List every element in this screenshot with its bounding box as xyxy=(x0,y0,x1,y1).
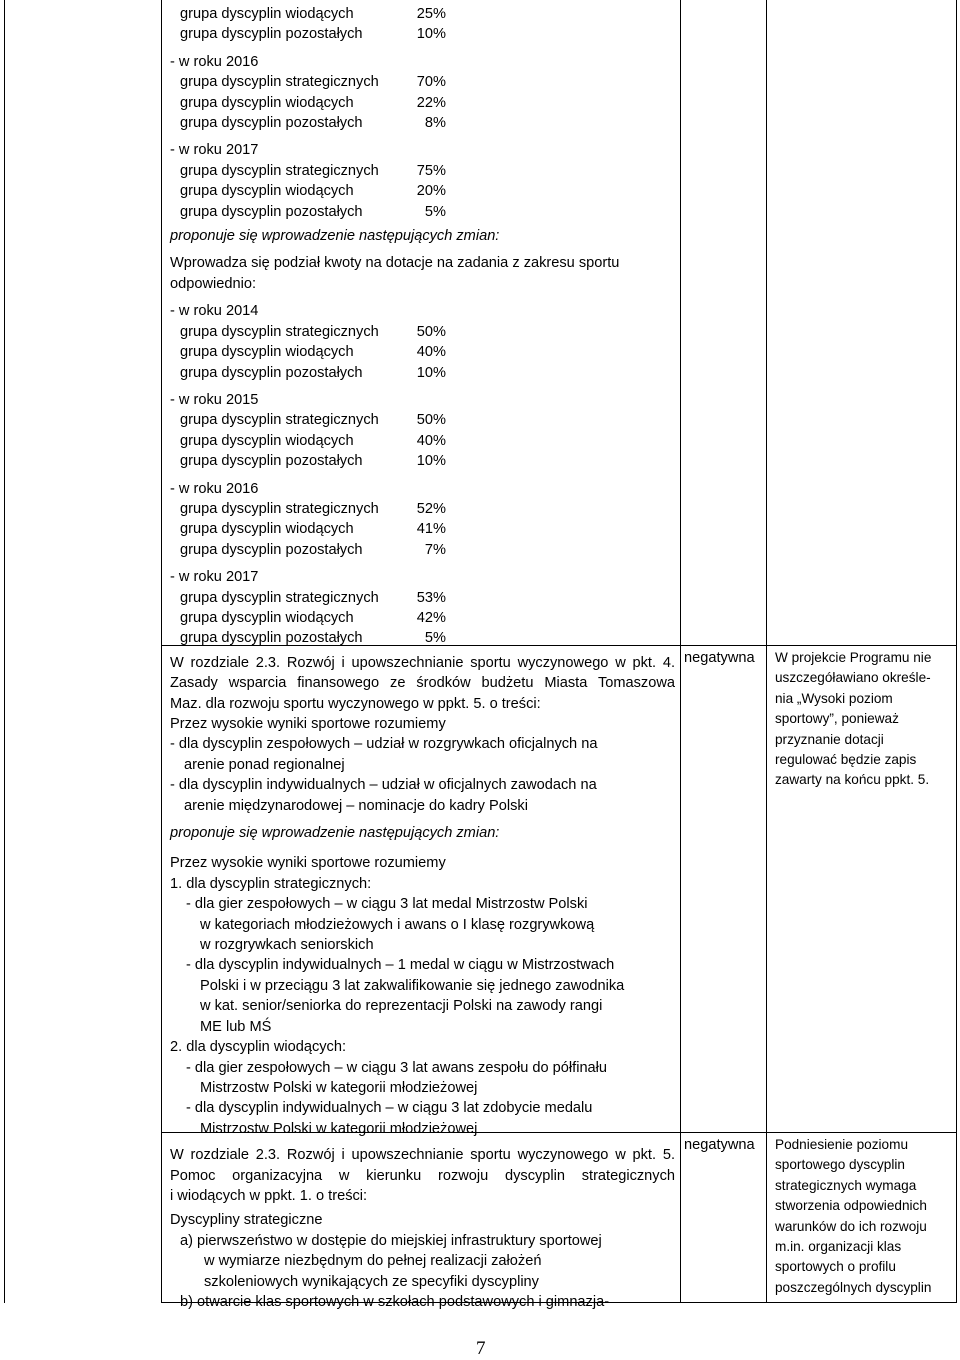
percent-row: grupa dyscyplin strategicznych 70% xyxy=(180,74,446,91)
section-text: - dla dyscyplin indywidualnych – udział w oficjalnych zawodach na xyxy=(170,777,597,794)
opinion-cell xyxy=(684,1135,764,1155)
section-text: Pomoc organizacyjna w kierunku rozwoju dyscyplin strategicznych xyxy=(170,1167,675,1184)
section-text: Polski i w przeciągu 3 lat zakwalifikowanie się jednego zawodnika xyxy=(200,977,625,994)
table-border-col2-right xyxy=(766,0,767,1303)
percent-row: grupa dyscyplin pozostałych 10% xyxy=(180,453,446,470)
section-text: - dla gier zespołowych – w ciągu 3 lat awans zespołu do półfinału xyxy=(186,1059,608,1076)
intro-text: Wprowadza się podział kwoty na dotacje na zadania z zakresu sportu xyxy=(170,255,620,272)
percent-row: grupa dyscyplin pozostałych 10% xyxy=(180,26,446,43)
percent-row: grupa dyscyplin wiodących 42% xyxy=(180,609,446,626)
year-heading: - w roku 2015 xyxy=(170,391,259,408)
page-number: 7 xyxy=(476,1338,486,1359)
section-text: W rozdziale 2.3. Rozwój i upowszechnianie sportu wyczynowego w pkt. 5. xyxy=(170,1147,675,1164)
percent-row: grupa dyscyplin strategicznych 53% xyxy=(180,589,446,606)
percent-row: grupa dyscyplin wiodących 40% xyxy=(180,344,446,361)
percent-row: grupa dyscyplin wiodących 25% xyxy=(180,6,446,22)
section-text: - dla gier zespołowych – w ciągu 3 lat medal Mistrzostw Polski xyxy=(186,896,588,913)
section-text: Maz. dla rozwoju sportu wyczynowego w ppkt. 5. o treści: xyxy=(170,695,541,712)
opinion-value: negatywna xyxy=(684,650,755,666)
percent-row: grupa dyscyplin pozostałych 5% xyxy=(180,203,446,220)
section-text: a) pierwszeństwo w dostępie do miejskiej infrastruktury sportowej xyxy=(180,1232,602,1249)
section-text: 1. dla dyscyplin strategicznych: xyxy=(170,875,372,892)
year-heading: - w roku 2014 xyxy=(170,303,259,320)
percent-row: grupa dyscyplin strategicznych 52% xyxy=(180,500,446,517)
section-text: i wiodących w ppkt. 1. o treści: xyxy=(170,1187,368,1204)
section-text: szkoleniowych wynikających ze specyfiki dyscypliny xyxy=(204,1273,539,1290)
table-border-col1-right xyxy=(680,0,681,1303)
section-text: Przez wysokie wyniki sportowe rozumiemy xyxy=(170,855,446,872)
section-text: w rozgrywkach seniorskich xyxy=(200,937,374,954)
section-text: b) otwarcie klas sportowych w szkołach podstawowych i gimnazja- xyxy=(180,1293,610,1310)
section-text: 2. dla dyscyplin wiodących: xyxy=(170,1039,347,1056)
justification-cell: Podniesienie poziomu sportowego dyscyplin strategicznych wymaga stworzenia odpowiednich warunków do ich rozwoju m.in. organizacji klas sportowych o profilu poszczególnych dyscyplin xyxy=(775,1137,932,1295)
justification-cell: W projekcie Programu nie uszczegóławiano określe- nia „Wysoki poziom sportowy”, ponieważ przyznanie dotacji regulować będzie zapis zawarty na końcu ppkt. 5. xyxy=(775,650,932,788)
percent-row: grupa dyscyplin pozostałych 7% xyxy=(180,541,446,558)
section-text: - dla dyscyplin indywidualnych – w ciągu 3 lat zdobycie medalu xyxy=(186,1100,593,1117)
year-heading: - w roku 2016 xyxy=(170,53,259,70)
section-text: arenie ponad regionalnej xyxy=(184,756,345,773)
opinion-cell xyxy=(684,648,764,668)
section-text: Mistrzostw Polski w kategorii młodzieżowej xyxy=(200,1120,478,1137)
proposal-heading: proponuje się wprowadzenie następujących zmian: xyxy=(170,825,500,842)
proposal-content-column xyxy=(170,4,675,1312)
percent-row: grupa dyscyplin wiodących 22% xyxy=(180,94,446,111)
section-text: W rozdziale 2.3. Rozwój i upowszechnianie sportu wyczynowego w pkt. 4. xyxy=(170,654,675,671)
percent-row: grupa dyscyplin strategicznych 50% xyxy=(180,323,446,340)
section-text: - dla dyscyplin zespołowych – udział w rozgrywkach oficjalnych na xyxy=(170,736,598,753)
percent-row: grupa dyscyplin wiodących 41% xyxy=(180,521,446,538)
section-text: w kat. senior/seniorka do reprezentacji Polski na zawody rangi xyxy=(200,998,603,1015)
percent-row: grupa dyscyplin pozostałych 10% xyxy=(180,364,446,381)
opinion-value: negatywna xyxy=(684,1137,755,1153)
percent-row: grupa dyscyplin wiodących 40% xyxy=(180,432,446,449)
section-text: arenie międzynarodowej – nominacje do kadry Polski xyxy=(184,797,528,814)
percent-row: grupa dyscyplin wiodących 20% xyxy=(180,183,446,200)
intro-text: odpowiednio: xyxy=(170,275,257,292)
section-text: Mistrzostw Polski w kategorii młodzieżowej xyxy=(200,1079,478,1096)
table-border-col1-left xyxy=(161,0,162,1303)
year-heading: - w roku 2016 xyxy=(170,480,259,497)
year-heading: - w roku 2017 xyxy=(170,142,259,159)
percent-row: grupa dyscyplin pozostałych 8% xyxy=(180,115,446,132)
section-text: Zasady wsparcia finansowego ze środków budżetu Miasta Tomaszowa xyxy=(170,675,675,692)
section-text: Przez wysokie wyniki sportowe rozumiemy xyxy=(170,716,446,732)
year-heading: - w roku 2017 xyxy=(170,569,259,586)
proposal-heading: proponuje się wprowadzenie następujących zmian: xyxy=(170,228,500,245)
section-text: - dla dyscyplin indywidualnych – 1 medal w ciągu w Mistrzostwach xyxy=(186,957,615,974)
percent-row: grupa dyscyplin strategicznych 50% xyxy=(180,412,446,429)
section-text: w wymiarze niezbędnym do pełnej realizacji założeń xyxy=(204,1253,542,1270)
table-border-left-outer xyxy=(4,0,5,1303)
percent-row: grupa dyscyplin pozostałych 5% xyxy=(180,630,446,647)
percent-row: grupa dyscyplin strategicznych 75% xyxy=(180,162,446,179)
section-text: ME lub MŚ xyxy=(200,1018,272,1035)
section-text: Dyscypliny strategiczne xyxy=(170,1212,323,1229)
section-text: w kategoriach młodzieżowych i awans o I klasę rozgrywkową xyxy=(200,916,595,933)
